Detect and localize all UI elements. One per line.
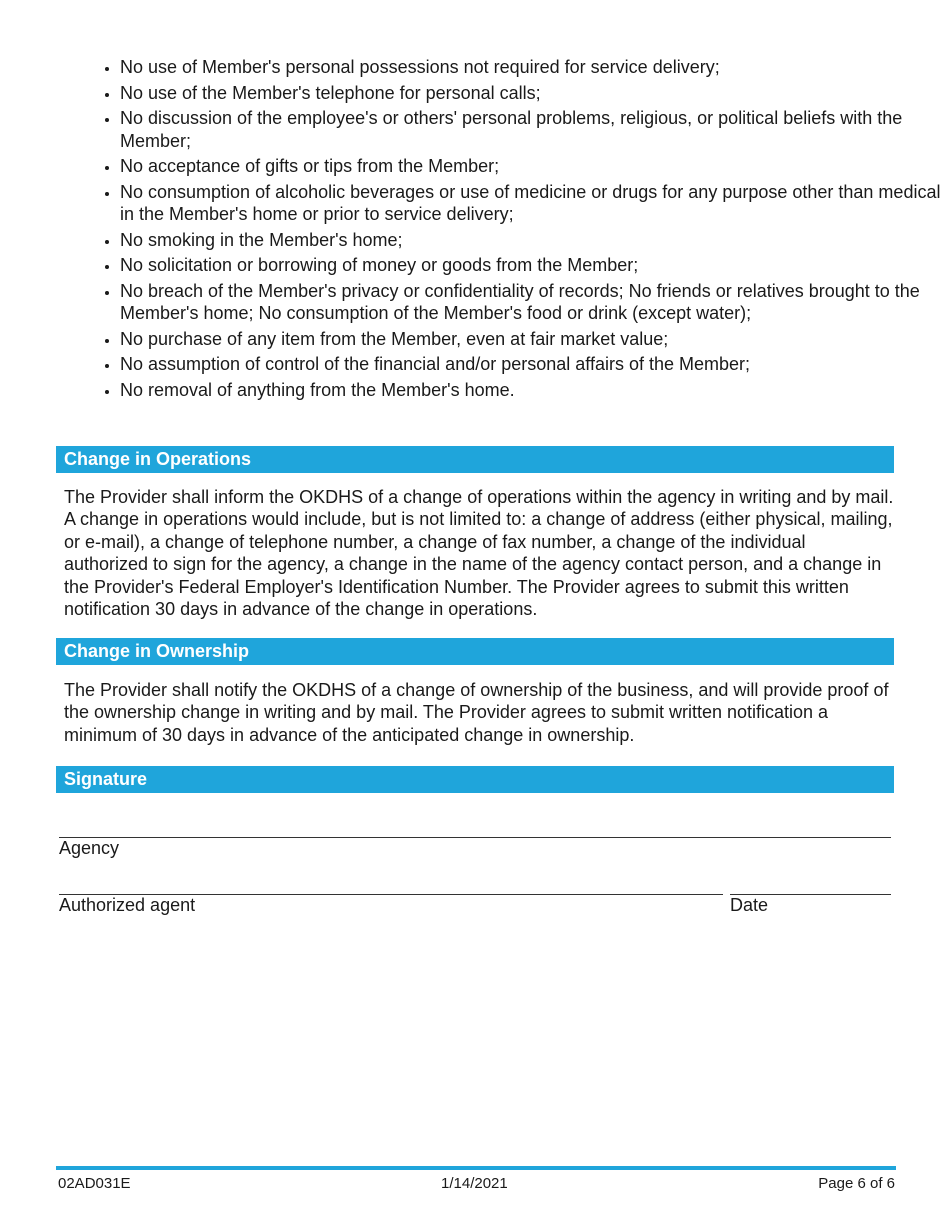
restrictions-list — [64, 56, 950, 404]
page-number: Page 6 of 6 — [818, 1175, 895, 1192]
section-header-signature: Signature — [56, 766, 894, 793]
revision-date: 1/14/2021 — [441, 1175, 508, 1192]
list-item: • No solicitation or borrowing of money or goods from the Member; — [120, 254, 950, 277]
ownership-paragraph: The Provider shall notify the OKDHS of a change of ownership of the business, and will provide proof of the ownership change in writing and by mail. The Provider agrees to submit written notification a minimum of 30 days in advance of the anticipated change in ownership. — [64, 680, 889, 745]
operations-paragraph: The Provider shall inform the OKDHS of a change of operations within the agency in writing and by mail. A change in operations would include, but is not limited to: a change of address (either physical, mailing, or e-mail), a change of telephone number, a change of fax number, a change of the individual authorized to sign for the agency, a change in the name of the agency contact person, and a change in the Provider's Federal Employer's Identification Number. The Provider agrees to submit this written notification 30 days in advance of the change in operations. — [64, 487, 894, 620]
date-label: Date — [730, 895, 769, 915]
list-item: • No consumption of alcoholic beverages or use of medicine or drugs for any purpose other than medical in the Member's home or prior to service delivery; — [120, 181, 950, 226]
list-item: • No breach of the Member's privacy or confidentiality of records; No friends or relatives brought to the Member's home; No consumption of the Member's food or drink (except water); — [120, 280, 950, 325]
section-header-operations: Change in Operations — [56, 446, 894, 473]
list-item: • No discussion of the employee's or others' personal problems, religious, or political beliefs with the Member; — [120, 107, 950, 152]
list-item: • No acceptance of gifts or tips from the Member; — [120, 155, 950, 178]
agency-signature-line[interactable] — [59, 837, 891, 838]
section-header-ownership: Change in Ownership — [56, 638, 894, 665]
list-item: • No removal of anything from the Member's home. — [120, 379, 950, 402]
list-item: • No smoking in the Member's home; — [120, 229, 950, 252]
authorized-agent-label: Authorized agent — [59, 895, 196, 915]
footer-divider — [56, 1166, 896, 1170]
list-item: • No use of the Member's telephone for personal calls; — [120, 82, 950, 105]
form-number: 02AD031E — [58, 1175, 131, 1192]
agency-label: Agency — [59, 838, 120, 858]
list-item: • No use of Member's personal possessions not required for service delivery; — [120, 56, 950, 79]
list-item: • No purchase of any item from the Member, even at fair market value; — [120, 328, 950, 351]
list-item: • No assumption of control of the financial and/or personal affairs of the Member; — [120, 353, 950, 376]
